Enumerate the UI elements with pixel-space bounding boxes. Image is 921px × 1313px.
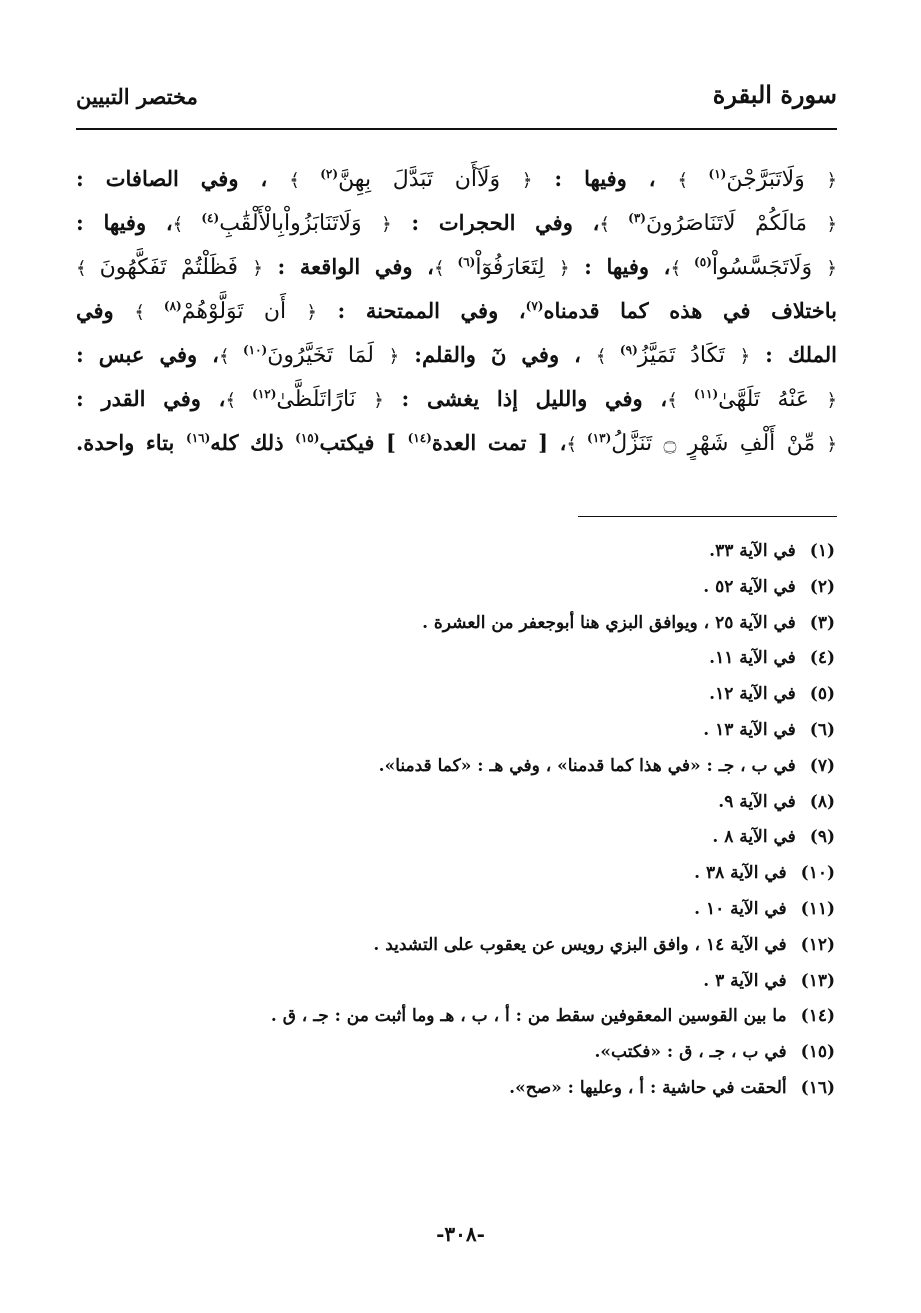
page-header: [76, 80, 837, 120]
footnote-number: (١٦): [800, 1077, 835, 1098]
text-line: [76, 240, 837, 284]
body-text-span: ، [ تمت العدة: [431, 430, 567, 455]
body-text-span: ، وفي الممتحنة :: [316, 298, 526, 323]
footnote-number: (١٤): [800, 1006, 835, 1027]
footnote-number: (٧): [809, 755, 835, 776]
body-text-span: ، وفي القدر :: [76, 386, 226, 411]
ornate-bracket-icon: ﴾: [677, 170, 709, 191]
footnote-text: ألحقت في حاشية : أ ، وعليها : «صح».: [509, 1077, 787, 1098]
footnote-text: في ب ، جـ : «في هذا كما قدمنا» ، وفي هـ : «كما قدمنا».: [378, 755, 796, 776]
footnote-text: في الآية ٣٣.: [709, 541, 796, 561]
footnote-number: (٨): [809, 791, 835, 812]
footnote-text: في الآية ٨ .: [712, 827, 796, 848]
footnote-number: (١١): [800, 898, 835, 919]
footnote-ref: (١٦): [186, 431, 211, 445]
footnote-text: في الآية ١١.: [709, 648, 796, 669]
body-text-span: وفي: [76, 298, 135, 323]
footnote-ref: (٣): [628, 211, 646, 225]
footnote-text: في الآية ٥٢ .: [703, 576, 796, 597]
footnotes-list: [76, 534, 835, 1107]
text-line: [76, 328, 837, 372]
footnote-item: [76, 785, 835, 821]
footnote-number: (١٣): [800, 970, 835, 991]
footnote-number: (٢): [809, 576, 835, 597]
ornate-bracket-icon: ﴿: [739, 346, 751, 367]
footnote-item: [76, 964, 835, 1000]
ornate-bracket-icon: ﴿: [252, 258, 263, 279]
footnote-text: في الآية ٣ .: [703, 970, 787, 991]
body-text-span: ، وفيها :: [569, 254, 671, 279]
footnote-text: في الآية ٣٨ .: [694, 863, 787, 884]
ornate-bracket-icon: ﴾: [595, 346, 620, 367]
footnote-item: [76, 820, 835, 856]
quran-verse: تَكَادُ تَمَيَّزُ: [637, 343, 740, 368]
footnote-number: (٦): [809, 719, 835, 740]
footnote-number: (٣): [809, 612, 835, 633]
body-text-span: ، وفي الصافات :: [76, 166, 290, 191]
footnote-item: [76, 677, 835, 713]
footnote-ref: (٩): [619, 343, 638, 357]
footnote-text: في ب ، جـ ، ق : «فكتب».: [594, 1042, 787, 1063]
ornate-bracket-icon: ﴾: [225, 390, 253, 411]
quran-verse: مَالَكُمْ لَاتَنَاصَرُونَ: [645, 211, 827, 236]
quran-verse: وَلَآأَن تَبَدَّلَ بِهِنَّ: [338, 167, 522, 192]
footnote-item: [76, 606, 835, 642]
footnote-item: [76, 534, 835, 570]
footnote-text: في الآية ١٢.: [709, 684, 796, 705]
quran-verse: لَمَا تَخَيَّرُونَ: [267, 343, 389, 368]
body-text-span: ] فيكتب: [319, 430, 408, 455]
body-text-span: ، وفي نٓ والقلم:: [399, 342, 596, 367]
ornate-bracket-icon: ﴾: [76, 258, 100, 279]
quran-verse: عَنْهُ تَلَهَّىٰ: [718, 387, 827, 412]
body-text-span: ، وفي الحجرات :: [391, 210, 600, 235]
quran-verse: نَارًاتَلَظَّىٰ: [276, 387, 374, 412]
quran-verse: وَلَاتَجَسَّسُواْ: [711, 255, 827, 280]
footnote-ref: (٤): [201, 211, 220, 225]
main-text: [76, 152, 837, 460]
ornate-bracket-icon: ﴿: [826, 434, 837, 455]
footnote-item: [76, 856, 835, 892]
footnote-item: [76, 570, 835, 606]
quran-verse: لِتَعَارَفُوٓاْ: [475, 255, 559, 280]
ornate-bracket-icon: ﴿: [521, 170, 533, 191]
body-text-span: باختلاف في هذه كما قدمناه: [543, 298, 837, 323]
ornate-bracket-icon: ﴿: [826, 214, 837, 235]
ornate-bracket-icon: ﴾: [172, 214, 202, 235]
footnote-ref: (١٢): [252, 387, 277, 401]
footnote-ref: (١٤): [407, 431, 432, 445]
body-text-span: ، وفي عبس :: [76, 342, 219, 367]
footnote-text: في الآية ٢٥ ، ويوافق البزي هنا أبوجعفر من العشرة .: [422, 612, 796, 633]
body-text-span: ، وفي والليل إذا يغشى :: [383, 386, 668, 411]
footnote-text: في الآية ١٣ .: [703, 719, 796, 740]
ornate-bracket-icon: ﴾: [433, 258, 458, 279]
text-line: [76, 152, 837, 196]
ornate-bracket-icon: ﴾: [670, 258, 695, 279]
ornate-bracket-icon: ﴿: [306, 302, 317, 323]
footnote-ref: (٦): [457, 255, 476, 269]
quran-verse: وَلَاتَنَابَزُواْبِالْأَلْقَٰبِ: [219, 211, 382, 236]
footnote-ref: (١٥): [295, 431, 320, 445]
footnote-number: (١٠): [800, 863, 835, 884]
footnote-ref: (١٣): [587, 431, 612, 445]
footnote-item: [76, 999, 835, 1035]
ornate-bracket-icon: ﴾: [599, 214, 629, 235]
footnote-text: ما بين القوسين المعقوفين سقط من : أ ، ب ، هـ وما أثبت من : جـ ، ق .: [270, 1006, 787, 1027]
text-line: [76, 196, 837, 240]
footnote-text: في الآية ١٠ .: [694, 898, 787, 919]
body-text-span: ، وفيها :: [532, 166, 678, 191]
footnote-item: [76, 1071, 835, 1107]
footnote-number: (١٥): [800, 1042, 835, 1063]
ornate-bracket-icon: ﴿: [373, 390, 384, 411]
footnote-ref: (١٠): [242, 343, 268, 357]
page-number: -٣٠٨-: [436, 1222, 485, 1246]
footnote-ref: (٥): [694, 255, 712, 269]
footnote-text: في الآية ٩.: [718, 791, 796, 812]
body-text-span: ، وفيها :: [76, 210, 173, 235]
surah-title: سورة البقرة: [712, 80, 837, 109]
quran-verse: مِّنْ أَلْفِ شَهْرٍ ۝ تَنَزَّلُ: [611, 431, 827, 456]
footnote-ref: (٨): [163, 299, 182, 313]
footnote-number: (١٢): [800, 934, 835, 955]
footnote-ref: (٢): [320, 167, 339, 181]
body-text-span: الملك :: [750, 342, 837, 367]
text-line: [76, 416, 837, 460]
text-line: [76, 284, 837, 328]
body-text-span: ، وفي الواقعة :: [262, 254, 434, 279]
ornate-bracket-icon: ﴿: [826, 170, 837, 191]
ornate-bracket-icon: ﴿: [826, 258, 837, 279]
ornate-bracket-icon: ﴿: [388, 346, 400, 367]
footnote-item: [76, 1035, 835, 1071]
quran-verse: أَن تَوَلَّوْهُمْ: [181, 299, 307, 324]
footnote-divider: [578, 516, 837, 517]
ornate-bracket-icon: ﴿: [381, 214, 392, 235]
body-text-span: ذلك كله: [210, 430, 296, 455]
footnote-item: [76, 892, 835, 928]
quran-verse: فَظَلْتُمْ تَفَكَّهُونَ: [99, 255, 253, 280]
footnote-ref: (٧): [525, 299, 544, 313]
footnote-item: [76, 713, 835, 749]
footnote-number: (٩): [809, 827, 835, 848]
footnote-ref: (١١): [693, 387, 719, 401]
ornate-bracket-icon: ﴾: [134, 302, 164, 323]
ornate-bracket-icon: ﴾: [667, 390, 694, 411]
footnote-number: (٥): [809, 684, 835, 705]
footnote-number: (٤): [809, 648, 835, 669]
footnote-item: [76, 928, 835, 964]
header-divider: [76, 128, 837, 130]
text-line: [76, 372, 837, 416]
book-title: مختصر التبيين: [76, 84, 198, 109]
footnote-number: (١): [809, 541, 835, 561]
footnote-text: في الآية ١٤ ، وافق البزي رويس عن يعقوب على التشديد .: [373, 934, 787, 955]
footnote-item: [76, 749, 835, 785]
quran-verse: وَلَاتَبَرَّجْنَ: [726, 167, 827, 192]
footnote-ref: (١): [708, 167, 727, 181]
ornate-bracket-icon: ﴾: [218, 346, 243, 367]
footnote-item: [76, 641, 835, 677]
ornate-bracket-icon: ﴿: [558, 258, 570, 279]
ornate-bracket-icon: ﴾: [566, 434, 588, 455]
ornate-bracket-icon: ﴾: [289, 170, 321, 191]
ornate-bracket-icon: ﴿: [826, 390, 837, 411]
body-text-span: بتاء واحدة.: [76, 430, 186, 455]
